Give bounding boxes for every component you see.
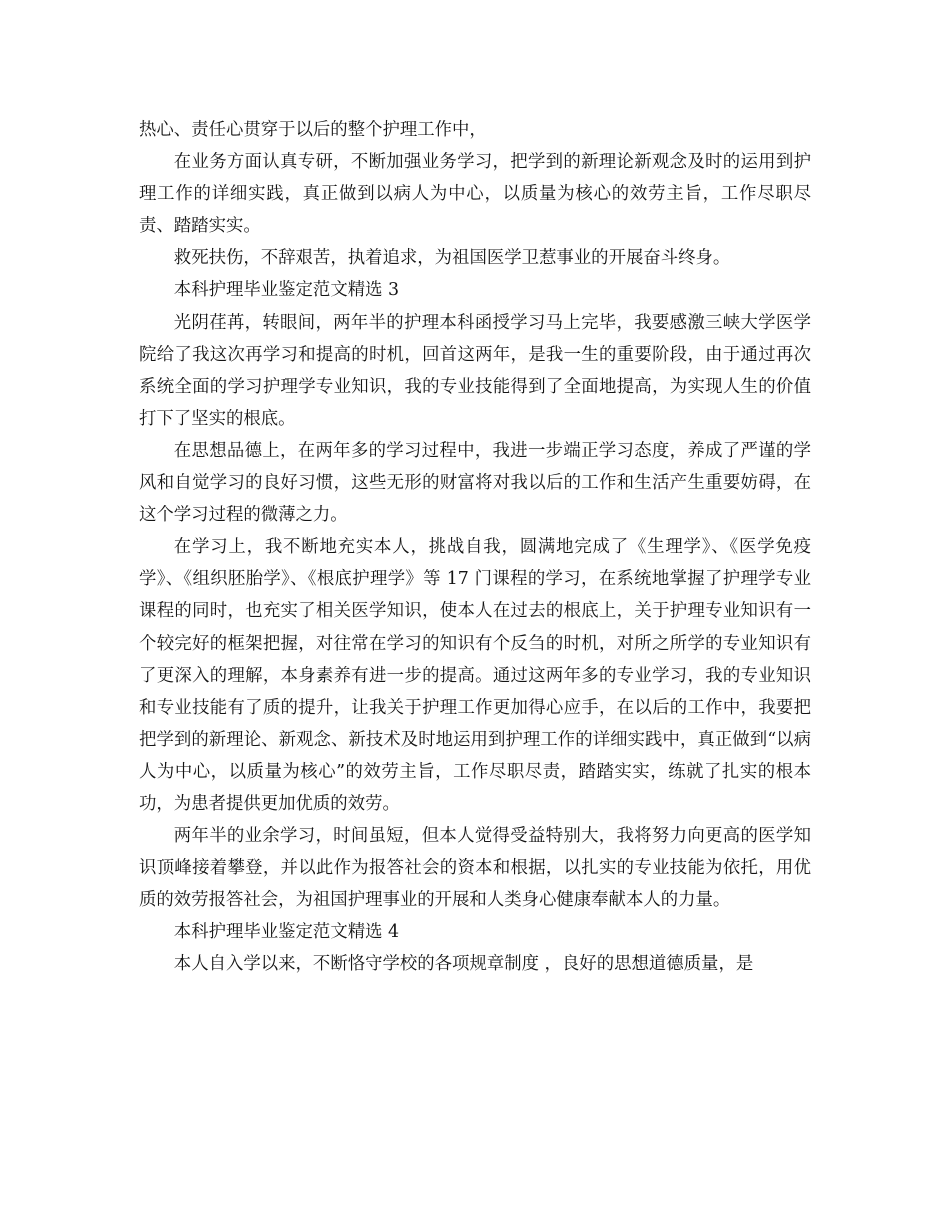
paragraph-conclusion-3: 两年半的业余学习，时间虽短，但本人觉得受益特别大，我将努力向更高的医学知识顶峰接着攀登，并以此作为报答社会的资本和根据，以扎实的专业技能为依托，用优质的效劳报答社会，为祖国护理事业的开展和人类身心健康奉献本人的力量。 <box>139 826 811 911</box>
section-heading-4: 本科护理毕业鉴定范文精选 4 <box>173 922 400 943</box>
paragraph-dedication: 救死扶伤，不辞艰苦，执着追求，为祖国医学卫惹事业的开展奋斗终身。 <box>173 248 731 269</box>
paragraph-continuation: 热心、责任心贯穿于以后的整个护理工作中， <box>139 120 487 140</box>
paragraph-intro-4: 本人自入学以来，不断恪守学校的各项规章制度 ，良好的思想道德质量，是 <box>173 954 754 975</box>
paragraph-study: 在学习上，我不断地充实本人，挑战自我，圆满地完成了《生理学》、《医学免疫学》、《组织胚胎学》、《根底护理学》等 17 门课程的学习，在系统地掌握了护理学专业课程的同时，也充实了相关医学知识，使本人在过去的根底上，关于护理专业知识有一个较完好的框架把握，对往常在学习的知识有个反刍的时机，对所之所学的专业知识有了更深入的理解，本身素养有进一步的提高。通过这两年多的专业学习，我的专业知识和专业技能有了质的提升，让我关于护理工作更加得心应手，在以后的工作中，我要把把学到的新理论、新观念、新技术及时地运用到护理工作的详细实践中，真正做到“以病人为中心，以质量为核心”的效劳主旨，工作尽职尽责，踏踏实实，练就了扎实的根本功，为患者提供更加优质的效劳。 <box>139 537 811 814</box>
paragraph-intro-3: 光阴荏苒，转眼间，两年半的护理本科函授学习马上完毕，我要感激三峡大学医学院给了我这次再学习和提高的时机，回首这两年，是我一生的重要阶段，由于通过再次系统全面的学习护理学专业知识，我的专业技能得到了全面地提高，为实现人生的价值打下了坚实的根底。 <box>139 312 811 429</box>
paragraph-business-study: 在业务方面认真专研，不断加强业务学习，把学到的新理论新观念及时的运用到护理工作的详细实践，真正做到以病人为中心，以质量为核心的效劳主旨，工作尽职尽责、踏踏实实。 <box>139 152 811 237</box>
section-heading-3: 本科护理毕业鉴定范文精选 3 <box>173 280 400 301</box>
document-page <box>139 114 811 981</box>
paragraph-ideology: 在思想品德上，在两年多的学习过程中，我进一步端正学习态度，养成了严谨的学风和自觉学习的良好习惯，这些无形的财富将对我以后的工作和生活产生重要妨碍，在这个学习过程的微薄之力。 <box>139 440 811 526</box>
